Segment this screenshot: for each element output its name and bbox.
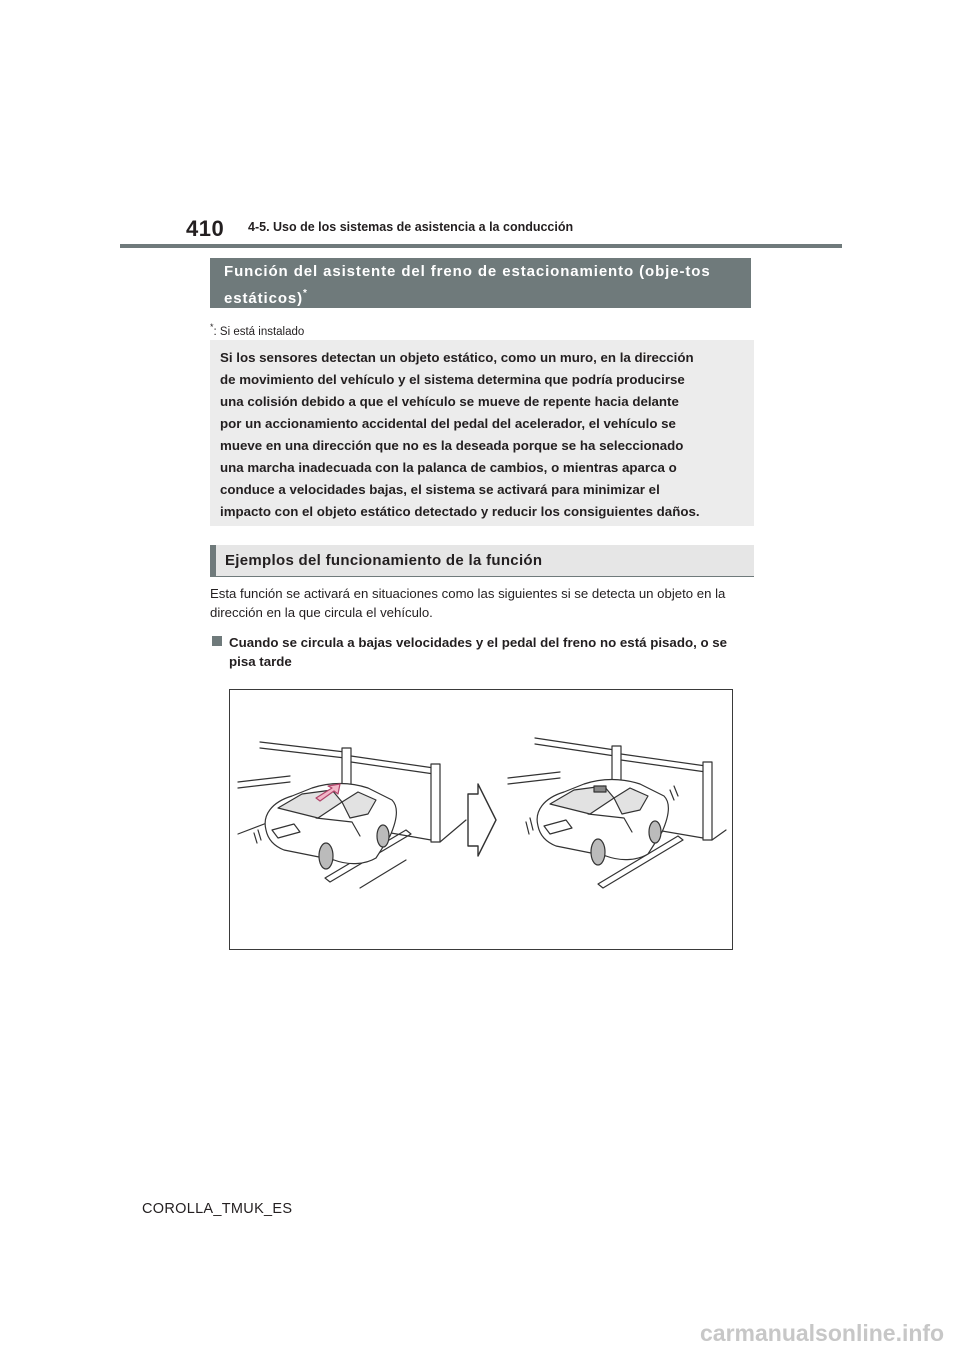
summary-line: una marcha inadecuada con la palanca de cambios, o mientras aparca o [220,460,677,475]
subsection-heading-label: Ejemplos del funcionamiento de la función [225,552,543,569]
heading-accent-bar [210,545,216,576]
header-divider [120,244,842,248]
summary-box [210,340,754,526]
subsection-heading [210,545,754,577]
running-header: 4-5. Uso de los sistemas de asistencia a la conducción [248,220,574,234]
arrow-right-icon [468,784,496,856]
summary-line: impacto con el objeto estático detectado y reducir los consiguientes daños. [220,504,700,519]
footnote-text: : Si está instalado [213,326,305,338]
summary-line: de movimiento del vehículo y el sistema determina que podría producirse [220,372,685,387]
document-code: COROLLA_TMUK_ES [142,1201,293,1217]
section-title-mark: * [303,288,308,299]
summary-line: mueve en una dirección que no es la deseada porque se ha seleccionado [220,438,684,453]
watermark: carmanualsonline.info [700,1320,945,1346]
illustration-frame [229,689,733,950]
summary-line: una colisión debido a que el vehículo se mueve de repente hacia delante [220,394,679,409]
square-bullet-icon [212,636,222,646]
summary-line: por un accionamiento accidental del pedal del acelerador, el vehículo se [220,416,676,431]
summary-line: conduce a velocidades bajas, el sistema se activará para minimizar el [220,482,660,497]
item-heading-text: Cuando se circula a bajas velocidades y el pedal del freno no está pisado, o se pisa tarde [229,635,728,669]
item-heading [210,633,754,671]
car-illustration-right [526,780,678,866]
page-number: 410 [186,216,225,241]
parking-brake-illustration [230,690,734,951]
section-title: Función del asistente del freno de estacionamiento (obje-tos estáticos) [224,263,711,307]
body-paragraph: Esta función se activará en situaciones como las siguientes si se detecta un objeto en la dirección en la que circula el vehículo. [210,586,726,620]
footnote [210,322,304,338]
summary-line: Si los sensores detectan un objeto estático, como un muro, en la dirección [220,350,694,365]
section-title-box [210,258,751,308]
footnote-mark: * [210,322,214,332]
